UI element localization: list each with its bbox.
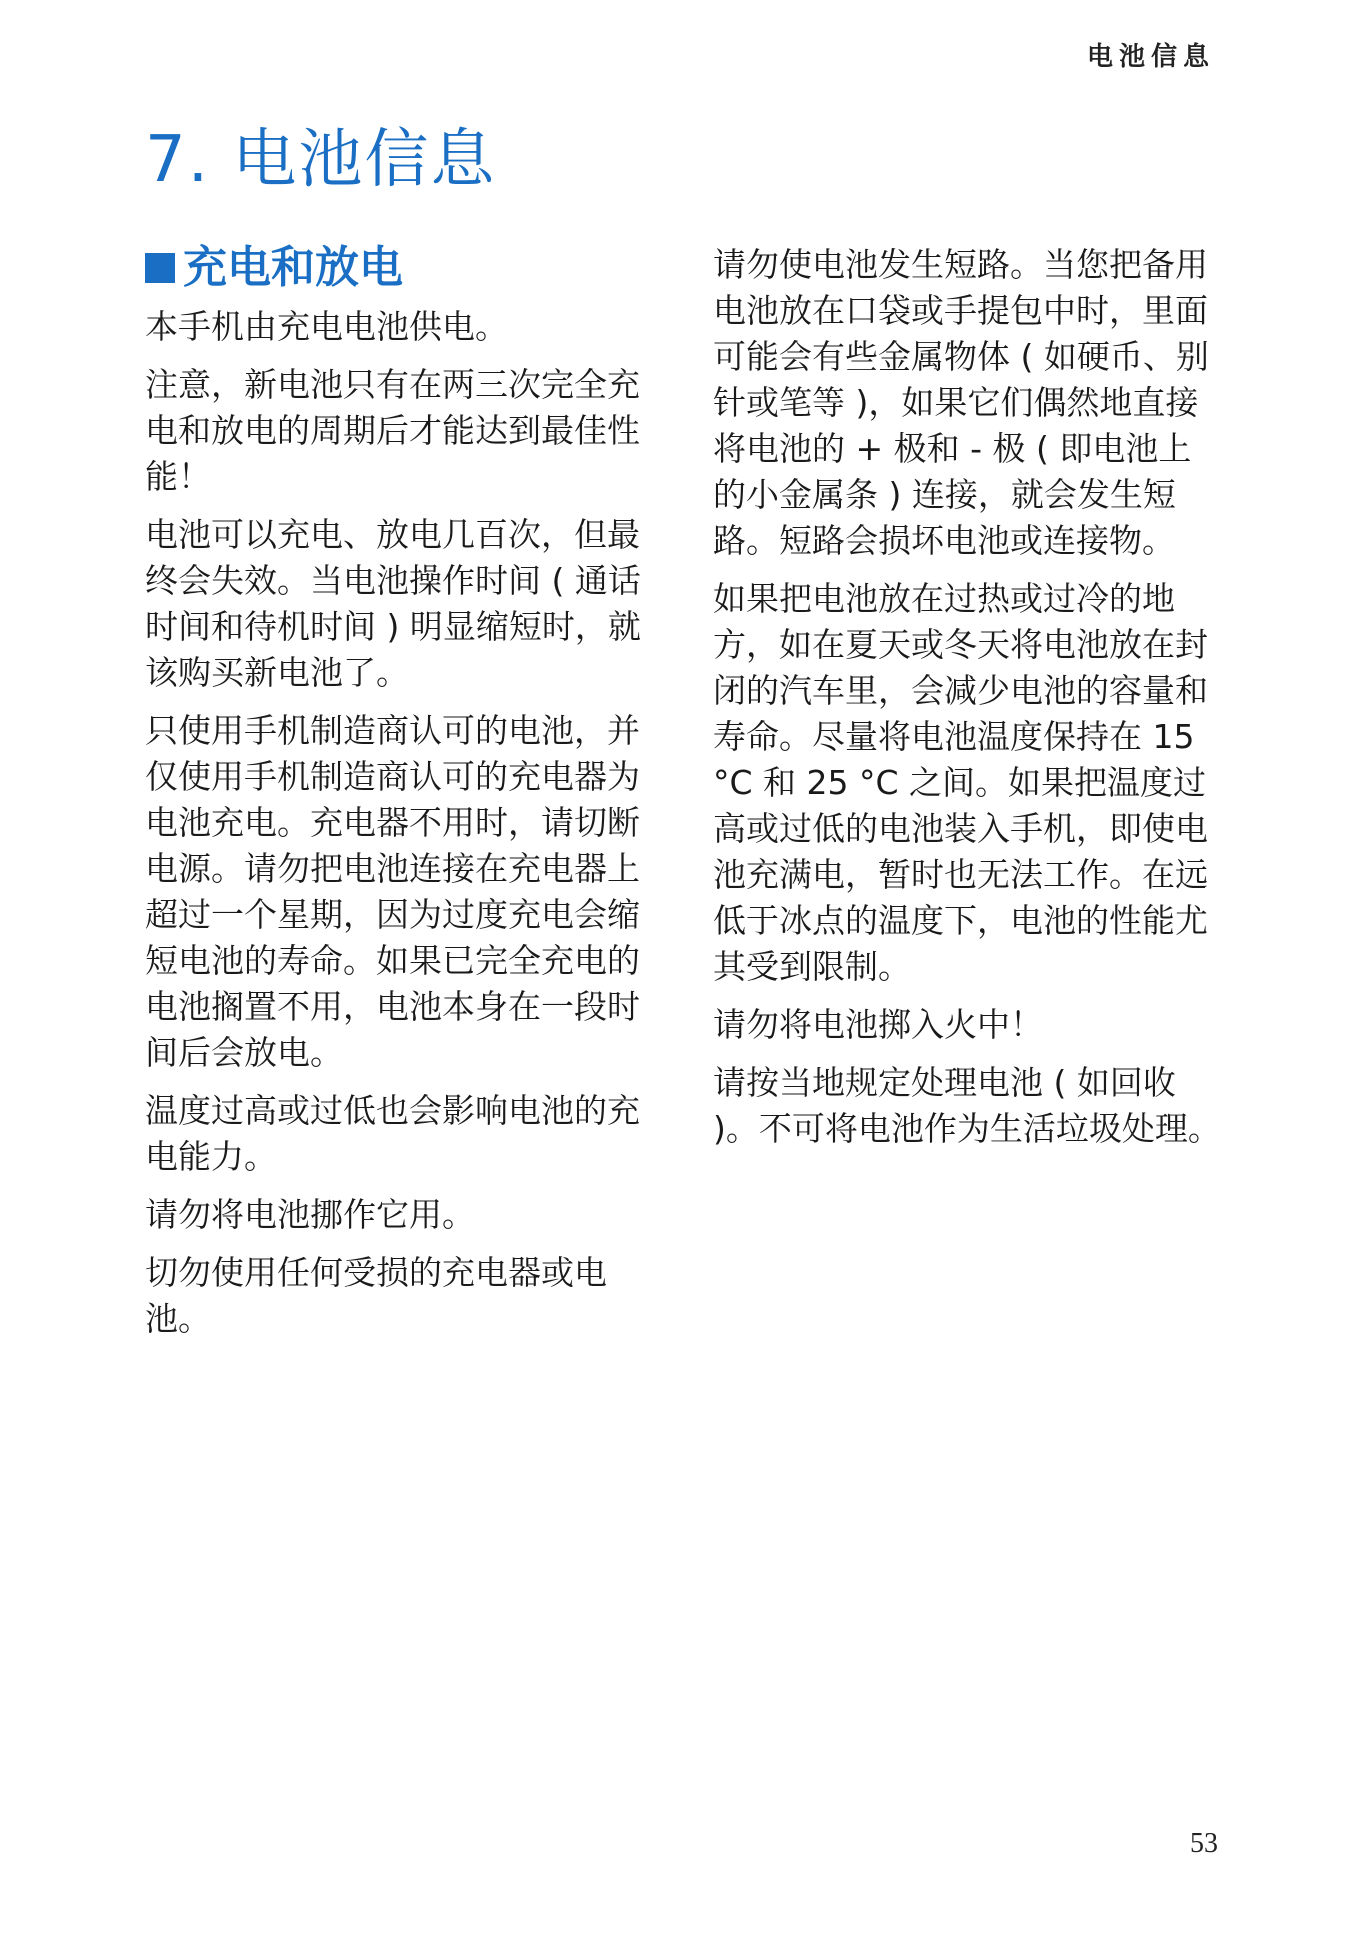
section-heading-text: 充电和放电 xyxy=(183,242,403,293)
square-bullet-icon xyxy=(145,253,175,283)
paragraph: 温度过高或过低也会影响电池的充电能力。 xyxy=(145,1091,640,1176)
running-header: 电池信息 xyxy=(1086,42,1215,72)
paragraph: 请勿将电池挪作它用。 xyxy=(145,1195,475,1234)
left-column xyxy=(145,240,655,1354)
paragraph: 请勿使电池发生短路。当您把备用电池放在口袋或手提包中时，里面可能会有些金属物体 ( 如硬币、别针或笔等 )，如果它们偶然地直接将电池的 + 极和 - 极 ( 即电池上的小金属条 ) 连接，就会发生短路。短路会损坏电池或连接物。 xyxy=(713,245,1209,560)
paragraph: 切勿使用任何受损的充电器或电池。 xyxy=(145,1253,607,1338)
paragraph: 只使用手机制造商认可的电池，并仅使用手机制造商认可的充电器为电池充电。充电器不用时，请切断电源。请勿把电池连接在充电器上超过一个星期，因为过度充电会缩短电池的寿命。如果已完全充电的电池搁置不用，电池本身在一段时间后会放电。 xyxy=(145,711,640,1072)
page-number: 53 xyxy=(1190,1828,1218,1859)
paragraph: 请勿将电池掷入火中！ xyxy=(713,1005,1043,1044)
section-heading xyxy=(145,240,655,296)
paragraph: 注意，新电池只有在两三次完全充电和放电的周期后才能达到最佳性能！ xyxy=(145,365,640,496)
right-column xyxy=(713,242,1223,1164)
paragraph: 本手机由充电电池供电。 xyxy=(145,307,508,346)
chapter-title: 7. 电池信息 xyxy=(145,123,497,197)
paragraph: 请按当地规定处理电池 ( 如回收 )。不可将电池作为生活垃圾处理。 xyxy=(713,1063,1221,1148)
paragraph: 如果把电池放在过热或过冷的地方，如在夏天或冬天将电池放在封闭的汽车里，会减少电池的容量和寿命。尽量将电池温度保持在 15 °C 和 25 °C 之间。如果把温度过高或过低的电池装入手机，即使电池充满电，暂时也无法工作。在远低于冰点的温度下，电池的性能尤其受到限制。 xyxy=(713,579,1208,986)
paragraph: 电池可以充电、放电几百次，但最终会失效。当电池操作时间 ( 通话时间和待机时间 ) 明显缩短时，就该购买新电池了。 xyxy=(145,515,641,692)
